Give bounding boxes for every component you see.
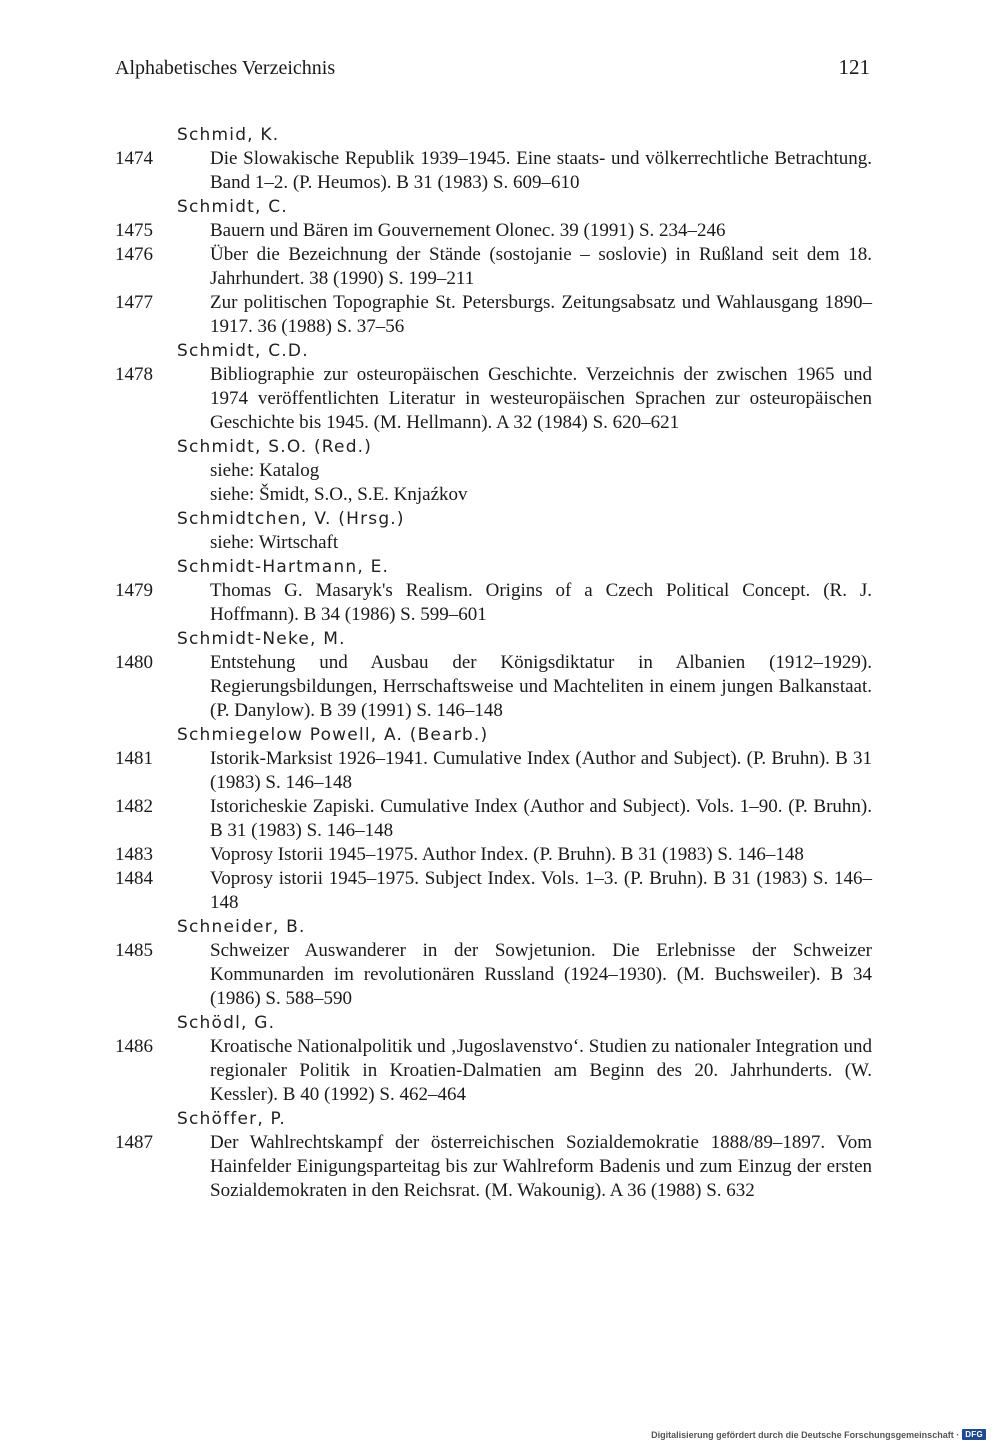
entry-number: 1487	[115, 1132, 153, 1153]
entry-text: Schweizer Auswanderer in der Sowjetunion. Die Erlebnisse der Schweizer Kommunarden im revolutionären Russland (1924–1930). (M. Buchsweiler). B 34 (1986) S. 588–590	[210, 940, 872, 1009]
entry-text: Der Wahlrechtskampf der österreichischen Sozialdemokratie 1888/89–1897. Vom Hainfelder Einigungsparteitag bis zur Wahlreform Badenis und zum Einzug der ersten Sozialdemokraten in den Reichsrat. (M. Wakounig). A 36 (1988) S. 632	[210, 1132, 872, 1201]
entry-number: 1476	[115, 244, 153, 265]
entry-number: 1484	[115, 868, 153, 889]
entry-number: 1474	[115, 148, 153, 169]
author-heading: Schmiegelow Powell, A. (Bearb.)	[177, 725, 489, 745]
author-heading: Schödl, G.	[177, 1013, 276, 1033]
index-entry	[115, 795, 872, 843]
index-entry	[115, 147, 872, 195]
cross-reference: siehe: Katalog	[210, 460, 320, 481]
index-entry	[115, 363, 872, 435]
alphabetical-index	[115, 123, 872, 1203]
running-title: Alphabetisches Verzeichnis	[115, 57, 336, 79]
author-heading: Schmidt-Neke, M.	[177, 629, 346, 649]
entry-number: 1483	[115, 844, 153, 865]
author-heading: Schmid, K.	[177, 125, 280, 145]
entry-number: 1477	[115, 292, 153, 313]
entry-number: 1480	[115, 652, 153, 673]
author-heading: Schneider, B.	[177, 917, 306, 937]
entry-text: Thomas G. Masaryk's Realism. Origins of a Czech Political Concept. (R. J. Hoffmann). B 34 (1986) S. 599–601	[210, 580, 872, 625]
entry-text: Kroatische Nationalpolitik und ‚Jugoslavenstvo‘. Studien zu nationaler Integration und regionaler Politik in Kroatien-Dalmatien am Beginn des 20. Jahrhunderts. (W. Kessler). B 40 (1992) S. 462–464	[210, 1036, 872, 1105]
entry-text: Zur politischen Topographie St. Petersburgs. Zeitungsabsatz und Wahlausgang 1890–1917. 36 (1988) S. 37–56	[210, 292, 872, 337]
entry-number: 1479	[115, 580, 153, 601]
author-heading: Schmidtchen, V. (Hrsg.)	[177, 509, 405, 529]
index-entry	[115, 219, 872, 243]
index-entry	[115, 651, 872, 723]
entry-text: Über die Bezeichnung der Stände (sostojanie – soslovie) in Rußland seit dem 18. Jahrhundert. 38 (1990) S. 199–211	[210, 244, 872, 289]
entry-text: Voprosy istorii 1945–1975. Subject Index. Vols. 1–3. (P. Bruhn). B 31 (1983) S. 146–148	[210, 868, 872, 913]
dfg-logo: DFG	[962, 1429, 986, 1440]
author-heading: Schmidt, S.O. (Red.)	[177, 437, 373, 457]
entry-number: 1478	[115, 364, 153, 385]
entry-number: 1482	[115, 796, 153, 817]
index-entry	[115, 291, 872, 339]
index-entry	[115, 1131, 872, 1203]
page-number: 121	[838, 55, 870, 79]
entry-text: Bauern und Bären im Gouvernement Olonec. 39 (1991) S. 234–246	[210, 220, 726, 241]
index-entry	[115, 243, 872, 291]
index-entry	[115, 867, 872, 915]
entry-text: Istoricheskie Zapiski. Cumulative Index (Author and Subject). Vols. 1–90. (P. Bruhn). B 31 (1983) S. 146–148	[210, 796, 872, 841]
index-entry	[115, 579, 872, 627]
entry-text: Entstehung und Ausbau der Königsdiktatur in Albanien (1912–1929). Regierungsbildungen, Herrschaftsweise und Machteliten in einem jungen Balkanstaat. (P. Danylow). B 39 (1991) S. 146–148	[210, 652, 872, 721]
index-entry	[115, 747, 872, 795]
cross-reference: siehe: Šmidt, S.O., S.E. Knjaźkov	[210, 484, 468, 505]
footer-credit: Digitalisierung gefördert durch die Deutsche Forschungsgemeinschaft ·	[651, 1429, 960, 1440]
author-heading: Schmidt-Hartmann, E.	[177, 557, 390, 577]
index-entry	[115, 1035, 872, 1107]
digitization-footer	[651, 1429, 986, 1440]
entry-text: Istorik-Marksist 1926–1941. Cumulative Index (Author and Subject). (P. Bruhn). B 31 (1983) S. 146–148	[210, 748, 872, 793]
author-heading: Schmidt, C.	[177, 197, 288, 217]
entry-number: 1485	[115, 940, 153, 961]
author-heading: Schöffer, P.	[177, 1109, 286, 1129]
entry-number: 1486	[115, 1036, 153, 1057]
cross-reference: siehe: Wirtschaft	[210, 532, 339, 553]
index-entry	[115, 843, 872, 867]
page-header	[115, 52, 870, 86]
entry-number: 1475	[115, 220, 153, 241]
entry-text: Voprosy Istorii 1945–1975. Author Index. (P. Bruhn). B 31 (1983) S. 146–148	[210, 844, 804, 865]
entry-text: Die Slowakische Republik 1939–1945. Eine staats- und völkerrechtliche Betrachtung. Band 1–2. (P. Heumos). B 31 (1983) S. 609–610	[210, 148, 872, 193]
author-heading: Schmidt, C.D.	[177, 341, 309, 361]
entry-text: Bibliographie zur osteuropäischen Geschichte. Verzeichnis der zwischen 1965 und 1974 veröffentlichten Literatur in westeuropäischen Sprachen zur osteuropäischen Geschichte bis 1945. (M. Hellmann). A 32 (1984) S. 620–621	[210, 364, 872, 433]
index-entry	[115, 939, 872, 1011]
entry-number: 1481	[115, 748, 153, 769]
